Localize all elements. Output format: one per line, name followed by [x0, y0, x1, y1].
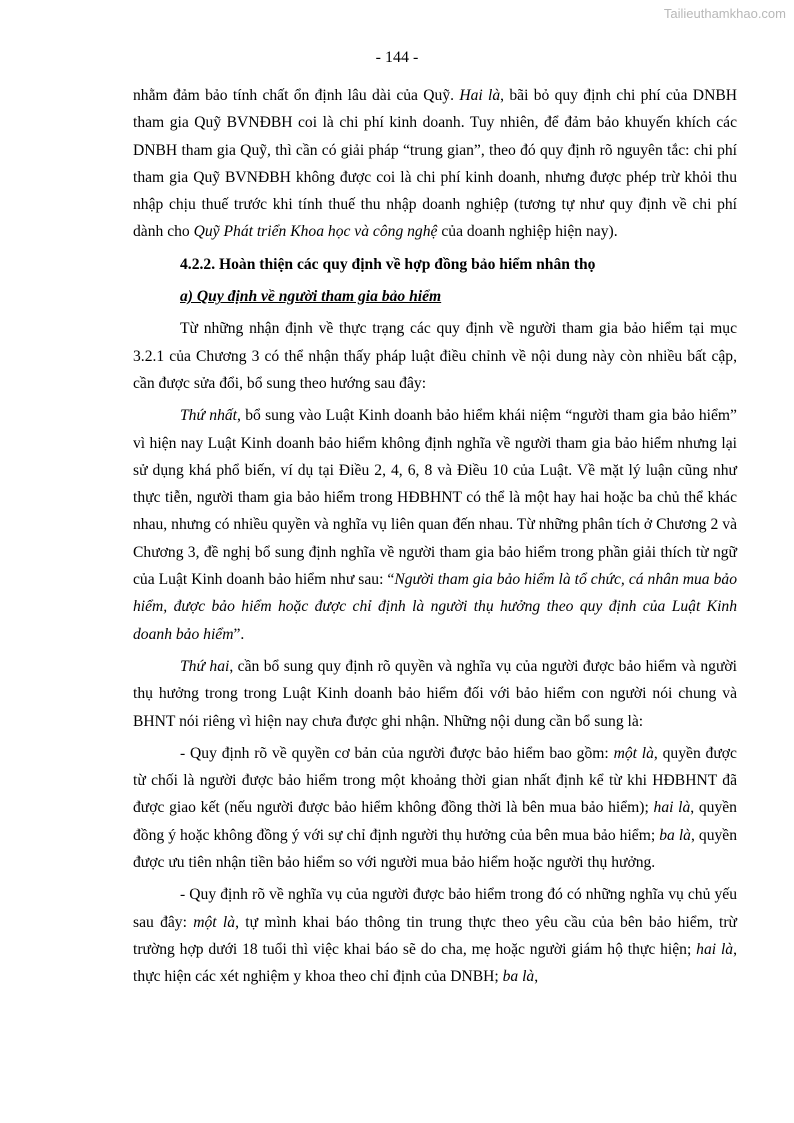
emphasis: ba là: [659, 826, 691, 844]
section-heading: 4.2.2. Hoàn thiện các quy định về hợp đồng bảo hiểm nhân thọ: [180, 255, 596, 273]
text: ,: [534, 968, 539, 986]
text: - Quy định rõ về quyền cơ bản của người được bảo hiểm bao gồm:: [180, 744, 614, 762]
emphasis: hai là: [653, 799, 691, 817]
page-number: - 144 -: [375, 49, 419, 66]
emphasis: một là: [613, 744, 654, 762]
text: , bãi bỏ quy định chi phí của DNBH tham gia Quỹ BVNĐBH coi là chi phí kinh doanh. Tuy nhiên, để đảm bảo khuyến khích các DNBH tham gia Quỹ, thì cần có giải pháp “trung gian”, theo đó quy định rõ nguyên tắc: chi phí tham gia Quỹ BVNĐBH không được coi là chi phí kinh doanh, nhưng được phép trừ khỏi thu nhập chịu thuế trước khi tính thuế thu nhập doanh nghiệp (tương tự như quy định về chi phí dành cho: [133, 87, 737, 241]
watermark: Tailieuthamkhao.com: [663, 6, 786, 21]
paragraph-6: [133, 881, 737, 990]
subsection-heading-wrap: [133, 283, 737, 310]
emphasis: Thứ hai: [180, 657, 230, 675]
paragraph-1: [133, 82, 737, 246]
paragraph-4: [133, 653, 737, 735]
text: , cần bổ sung quy định rõ quyền và nghĩa vụ của người được bảo hiểm và người thụ hưởng trong trong Luật Kinh doanh bảo hiểm đối với bảo hiểm con người nói chung và BHNT nói riêng vì hiện nay chưa được ghi nhận. Những nội dung cần bổ sung là:: [133, 657, 737, 730]
text: của doanh nghiệp hiện nay).: [437, 223, 618, 241]
text: , quyền được từ chối là người được bảo hiểm trong một khoảng thời gian nhất định kể từ khi HĐBHNT đã được giao kết (nếu người được bảo hiểm không đồng thời là bên mua bảo hiểm);: [133, 744, 737, 817]
text: , quyền đồng ý hoặc không đồng ý với sự chỉ định người thụ hưởng của bên mua bảo hiểm;: [133, 799, 737, 844]
emphasis: Người tham gia bảo hiểm là tổ chức, cá nhân mua bảo hiểm, được bảo hiểm hoặc được chỉ định là người thụ hưởng theo quy định của Luật Kinh doanh bảo hiểm: [133, 571, 737, 643]
subsection-heading: a) Quy định về người tham gia bảo hiểm: [180, 288, 442, 306]
text: - Quy định rõ về nghĩa vụ của người được bảo hiểm trong đó có những nghĩa vụ chủ yếu sau đây:: [133, 886, 737, 931]
text: , quyền được ưu tiên nhận tiền bảo hiểm so với người mua bảo hiểm hoặc người thụ hưởng.: [133, 826, 738, 872]
text: , bổ sung vào Luật Kinh doanh bảo hiểm khái niệm “người tham gia bảo hiểm” vì hiện nay Luật Kinh doanh bảo hiểm không định nghĩa về người tham gia bảo hiểm nhưng lại sử dụng khá phổ biến, ví dụ tại Điều 2, 4, 6, 8 và Điều 10 của Luật. Về mặt lý luận cũng như thực tiễn, người tham gia bảo hiểm trong HĐBHNT có thể là một hay hai hoặc ba chủ thể khác nhau, nhưng có nhiều quyền và nghĩa vụ liên quan đến nhau. Từ những phân tích ở Chương 2 và Chương 3, đề nghị bổ sung định nghĩa về người tham gia bảo hiểm trong phần giải thích từ ngữ của Luật Kinh doanh bảo hiểm như sau: “: [133, 407, 737, 589]
emphasis: Hai là: [459, 87, 501, 104]
emphasis: ba là: [502, 968, 535, 986]
text: , thực hiện các xét nghiệm y khoa theo chỉ định của DNBH;: [133, 940, 737, 986]
emphasis: Quỹ Phát triển Khoa học và công nghệ: [193, 223, 438, 241]
document-body: [133, 82, 737, 996]
text: , tự mình khai báo thông tin trung thực theo yêu cầu của bên bảo hiểm, trừ trường hợp dưới 18 tuổi thì việc khai báo sẽ do cha, mẹ hoặc người giám hộ thực hiện;: [133, 913, 738, 958]
emphasis: một là: [193, 913, 236, 931]
paragraph-3: [133, 402, 737, 648]
text: nhằm đảm bảo tính chất ổn định lâu dài của Quỹ.: [133, 87, 460, 104]
text: ”.: [233, 625, 245, 643]
emphasis: Thứ nhất: [180, 407, 237, 425]
emphasis: hai là: [696, 940, 734, 958]
paragraph-2: Từ những nhận định về thực trạng các quy định về người tham gia bảo hiểm tại mục 3.2.1 của Chương 3 có thể nhận thấy pháp luật điều chỉnh về nội dung này còn nhiều bất cập, cần được sửa đổi, bổ sung theo hướng sau đây:: [133, 320, 737, 392]
paragraph-5: [133, 740, 737, 876]
